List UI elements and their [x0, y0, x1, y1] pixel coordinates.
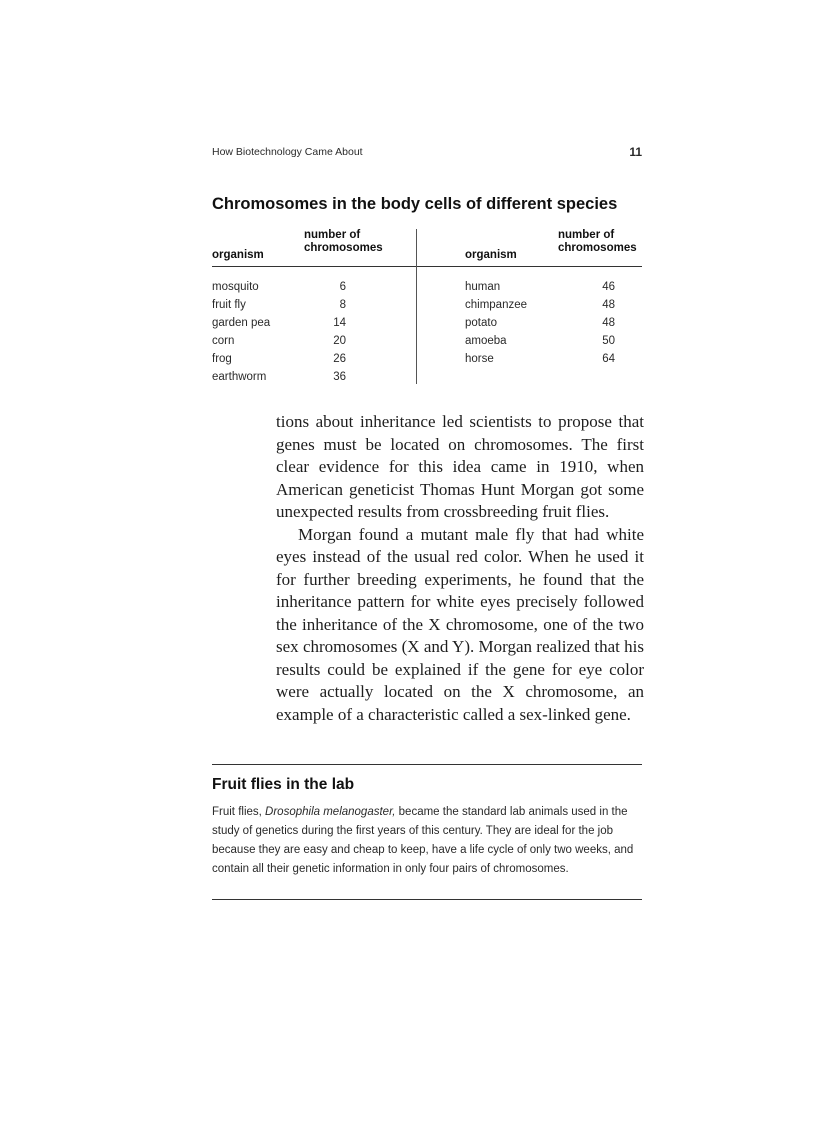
count-cell: 14	[333, 317, 346, 329]
count-cell: 20	[333, 335, 346, 347]
organism-cell: potato	[465, 317, 497, 329]
right-rows	[465, 280, 642, 370]
organism-cell: horse	[465, 353, 494, 365]
organism-cell: chimpanzee	[465, 299, 528, 311]
count-cell: 48	[602, 317, 615, 329]
sidebar-text-rest: became the standard lab animals used in the study of genetics during the first years of this century. They are ideal for the job because they are easy and cheap to keep, have a life cycle of only two weeks, and contain all their genetic information in only four pairs of chromosomes.	[212, 806, 634, 875]
count-cell: 6	[339, 281, 346, 293]
table-row	[212, 298, 412, 316]
page-number: 11	[629, 145, 642, 159]
organism-cell: human	[465, 281, 501, 293]
count-cell: 8	[339, 299, 346, 311]
table-row	[465, 352, 642, 370]
body-text	[276, 411, 644, 726]
header-chromosomes-right: chromosomes	[558, 242, 637, 254]
table-header	[212, 229, 642, 266]
table-row	[465, 280, 642, 298]
sidebar-title: Fruit flies in the lab	[212, 776, 355, 793]
header-organism-right: organism	[465, 249, 517, 261]
count-cell: 64	[602, 353, 615, 365]
header-number-of-left: number of	[304, 229, 361, 241]
sidebar-species-name: Drosophila melanogaster,	[265, 806, 396, 818]
left-rows	[212, 280, 412, 388]
running-head-title: How Biotechnology Came About	[212, 146, 363, 158]
count-cell: 50	[602, 335, 615, 347]
sidebar-text	[212, 803, 642, 879]
sidebar-text-start: Fruit flies,	[212, 806, 266, 818]
sidebar-bottom-rule	[212, 899, 642, 900]
organism-cell: amoeba	[465, 335, 507, 347]
header-organism-left: organism	[212, 249, 264, 261]
table-row	[212, 280, 412, 298]
table-row	[212, 352, 412, 370]
count-cell: 36	[333, 371, 346, 383]
table-title: Chromosomes in the body cells of different species	[212, 195, 618, 213]
header-rule	[212, 266, 642, 267]
table-row	[465, 334, 642, 352]
organism-cell: corn	[212, 335, 235, 347]
organism-cell: mosquito	[212, 281, 259, 293]
organism-cell: garden pea	[212, 317, 271, 329]
table-row	[212, 334, 412, 352]
running-head	[212, 146, 642, 158]
table-row	[465, 298, 642, 316]
header-chromosomes-left: chromosomes	[304, 242, 383, 254]
table-row	[465, 316, 642, 334]
table-row	[212, 316, 412, 334]
body-paragraph-2: Morgan found a mutant male fly that had white eyes instead of the usual red color. When he used it for further breeding experiments, he found that the inheritance pattern for white eyes precisely followed the inheritance of the X chromosome, one of the two sex chromosomes (X and Y). Morgan realized that his results could be explained if the gene for eye color were actually located on the X chromosome, an example of a characteristic called a sex-linked gene.	[276, 524, 644, 724]
count-cell: 46	[602, 281, 615, 293]
header-number-of-right: number of	[558, 229, 615, 241]
count-cell: 26	[333, 353, 346, 365]
organism-cell: earthworm	[212, 371, 267, 383]
organism-cell: fruit fly	[212, 299, 246, 311]
column-divider	[416, 229, 417, 384]
table-row	[212, 370, 412, 388]
body-paragraph-1: tions about inheritance led scientists to propose that genes must be located on chromosomes. The first clear evidence for this idea came in 1910, when American geneticist Thomas Hunt Morgan got some unexpected results from crossbreeding fruit flies.	[276, 412, 644, 521]
organism-cell: frog	[212, 353, 232, 365]
sidebar-top-rule	[212, 764, 642, 765]
count-cell: 48	[602, 299, 615, 311]
